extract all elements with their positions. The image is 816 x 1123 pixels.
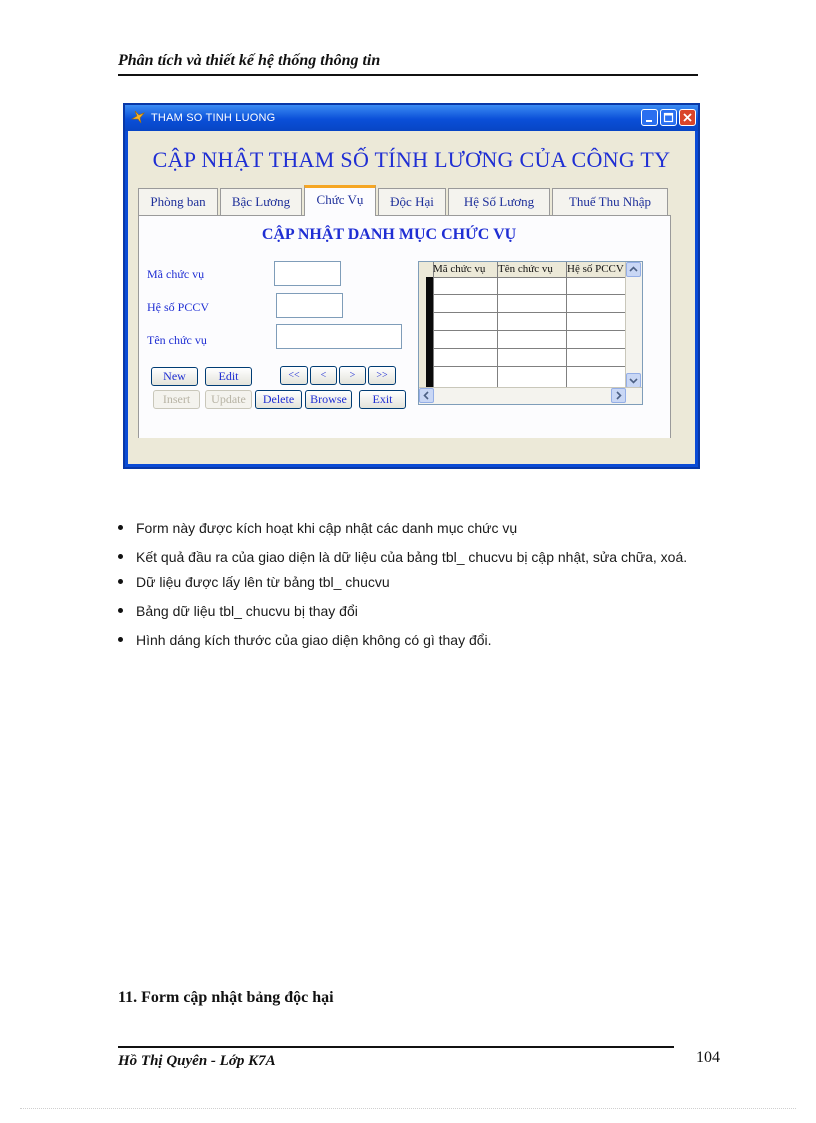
page-bottom-dotted-line xyxy=(20,1108,796,1109)
new-button[interactable]: New xyxy=(151,367,198,386)
scroll-up-button[interactable] xyxy=(626,262,641,277)
grid-header xyxy=(419,262,626,278)
maximize-icon xyxy=(661,110,676,125)
insert-button[interactable]: Insert xyxy=(153,390,200,409)
bullet-icon xyxy=(118,608,123,613)
tab-he-so-luong[interactable]: Hệ Số Lương xyxy=(448,188,550,215)
browse-button[interactable]: Browse xyxy=(305,390,352,409)
first-record-button[interactable]: << xyxy=(280,366,308,385)
list-item: Bảng dữ liệu tbl_ chucvu bị thay đổi xyxy=(118,601,698,622)
grid-row-selector[interactable] xyxy=(419,277,434,388)
grid-col-ten-chuc-vu[interactable]: Tên chức vụ xyxy=(498,262,567,277)
app-bird-icon xyxy=(131,110,145,124)
close-icon xyxy=(680,110,695,125)
exit-button[interactable]: Exit xyxy=(359,390,406,409)
grid-cells[interactable] xyxy=(433,277,626,388)
chevron-left-icon xyxy=(420,389,433,402)
chevron-up-icon xyxy=(627,263,640,276)
window-title: THAM SO TINH LUONG xyxy=(151,112,276,124)
form-title: CẬP NHẬT THAM SỐ TÍNH LƯƠNG CỦA CÔNG TY xyxy=(152,147,671,172)
scroll-left-button[interactable] xyxy=(419,388,434,403)
list-item: Form này được kích hoạt khi cập nhật các danh mục chức vụ xyxy=(118,518,698,539)
tab-phong-ban[interactable]: Phòng ban xyxy=(138,188,218,215)
grid-col-he-so-pccv[interactable]: Hệ số PCCV xyxy=(567,263,624,275)
grid-col-line xyxy=(566,277,567,388)
delete-button[interactable]: Delete xyxy=(255,390,302,409)
grid-row-line xyxy=(433,366,626,367)
list-item: Hình dáng kích thước của giao diện không có gì thay đổi. xyxy=(118,630,698,651)
grid-row-line xyxy=(433,312,626,313)
chevron-down-icon xyxy=(627,374,640,387)
maximize-button[interactable] xyxy=(660,109,677,126)
grid-horizontal-scrollbar[interactable] xyxy=(419,387,642,404)
update-button[interactable]: Update xyxy=(205,390,252,409)
bullet-icon xyxy=(118,554,123,559)
chuc-vu-grid[interactable] xyxy=(418,261,643,405)
grid-vertical-scrollbar[interactable] xyxy=(625,262,642,388)
chuc-vu-panel xyxy=(138,215,671,440)
bullet-icon xyxy=(118,579,123,584)
header-rule xyxy=(118,74,698,76)
he-so-pccv-label: Hệ số PCCV xyxy=(147,300,210,314)
ten-chuc-vu-label: Tên chức vụ xyxy=(147,333,207,347)
previous-record-button[interactable]: < xyxy=(310,366,337,385)
page-number: 104 xyxy=(696,1049,720,1066)
tab-bac-luong[interactable]: Bậc Lương xyxy=(220,188,302,215)
close-button[interactable] xyxy=(679,109,696,126)
edit-button[interactable]: Edit xyxy=(205,367,252,386)
grid-col-ma-chuc-vu[interactable]: Mã chức vụ xyxy=(433,262,498,277)
app-window xyxy=(123,103,700,469)
list-item: Kết quả đầu ra của giao diện là dữ liệu của bảng tbl_ chucvu bị cập nhật, sửa chữa, xoá. xyxy=(118,547,698,568)
window-titlebar[interactable] xyxy=(125,105,698,131)
panel-title: CẬP NHẬT DANH MỤC CHỨC VỤ xyxy=(261,226,517,243)
ma-chuc-vu-label: Mã chức vụ xyxy=(147,267,205,281)
grid-row-line xyxy=(433,294,626,295)
bullet-icon xyxy=(118,637,123,642)
bullet-icon xyxy=(118,525,123,530)
window-bottom-area xyxy=(128,438,695,464)
grid-corner xyxy=(419,262,434,277)
tab-thue-thu-nhap[interactable]: Thuế Thu Nhập xyxy=(552,188,668,215)
he-so-pccv-input[interactable] xyxy=(276,293,343,318)
footer-author: Hồ Thị Quyên - Lớp K7A xyxy=(118,1053,276,1069)
grid-col-line xyxy=(497,277,498,388)
scroll-right-button[interactable] xyxy=(611,388,626,403)
description-list xyxy=(118,518,698,659)
tab-chuc-vu[interactable]: Chức Vụ xyxy=(304,185,376,216)
section-heading: 11. Form cập nhật bảng độc hại xyxy=(118,989,334,1006)
window-client-area xyxy=(128,131,695,464)
ma-chuc-vu-input[interactable] xyxy=(274,261,341,286)
chevron-right-icon xyxy=(612,389,625,402)
page-header-title: Phân tích và thiết kế hệ thống thông tin xyxy=(118,52,381,69)
grid-row-line xyxy=(433,348,626,349)
next-record-button[interactable]: > xyxy=(339,366,366,385)
minimize-icon xyxy=(642,110,657,125)
tab-doc-hai[interactable]: Độc Hại xyxy=(378,188,446,215)
footer-rule xyxy=(118,1046,674,1048)
ten-chuc-vu-input[interactable] xyxy=(276,324,402,349)
list-item: Dữ liệu được lấy lên từ bảng tbl_ chucvu xyxy=(118,572,698,593)
last-record-button[interactable]: >> xyxy=(368,366,396,385)
minimize-button[interactable] xyxy=(641,109,658,126)
grid-row-line xyxy=(433,330,626,331)
scroll-down-button[interactable] xyxy=(626,373,641,388)
current-row-indicator xyxy=(426,277,433,388)
